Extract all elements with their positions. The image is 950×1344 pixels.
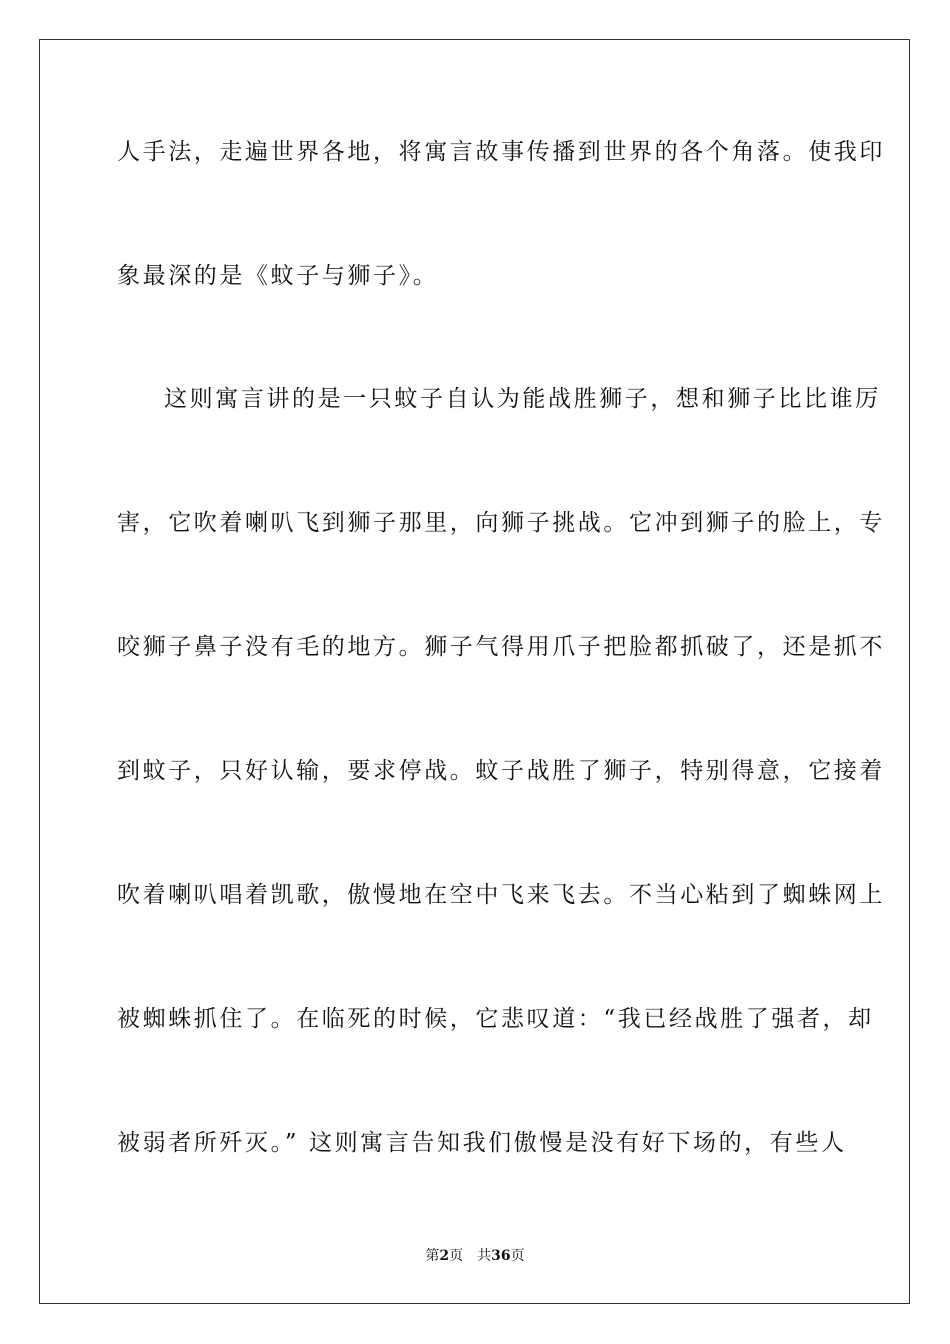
text-line-7: 吹着喇叭唱着凯歌，傲慢地在空中飞来飞去。不当心粘到了蜘蛛网上 (117, 882, 885, 908)
text-line-1: 人手法，走遍世界各地，将寓言故事传播到世界的各个角落。使我印 (117, 139, 885, 165)
total-prefix: 共 (477, 1248, 492, 1264)
text-line-9: 被弱者所歼灭。” 这则寓言告知我们傲慢是没有好下场的，有些人 (117, 1130, 847, 1156)
text-line-3: 这则寓言讲的是一只蚊子自认为能战胜狮子，想和狮子比比谁厉 (164, 386, 881, 412)
text-line-4: 害，它吹着喇叭飞到狮子那里，向狮子挑战。它冲到狮子的脸上，专 (117, 510, 885, 536)
page-suffix: 页 (449, 1248, 464, 1264)
page-number: 2 (439, 1248, 450, 1264)
total-suffix: 页 (510, 1248, 525, 1264)
page-prefix: 第 (425, 1248, 440, 1264)
text-line-2: 象最深的是《蚊子与狮子》。 (117, 263, 439, 289)
text-line-8: 被蜘蛛抓住了。在临死的时候，它悲叹道：“我已经战胜了强者，却 (117, 1006, 874, 1032)
total-pages: 36 (491, 1248, 511, 1264)
text-line-5: 咬狮子鼻子没有毛的地方。狮子气得用爪子把脸都抓破了，还是抓不 (117, 634, 885, 660)
text-line-6: 到蚊子，只好认输，要求停战。蚊子战胜了狮子，特别得意，它接着 (117, 758, 885, 784)
page-border (39, 39, 910, 1304)
page-footer (0, 1247, 950, 1265)
